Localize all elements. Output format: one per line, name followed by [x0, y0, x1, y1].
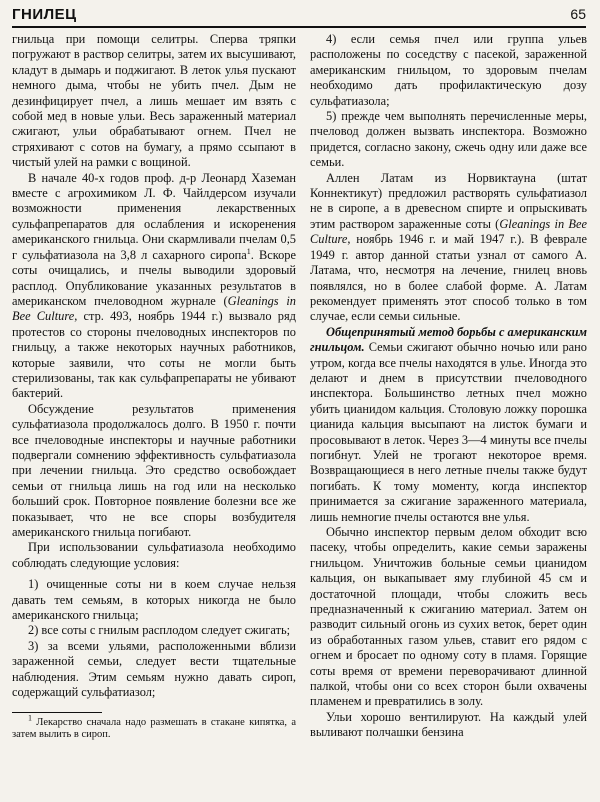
footnote-divider	[12, 712, 102, 713]
paragraph: гнильца при помощи селитры. Сперва тряпки погружают в раствор селитры, затем их высушивают, кладут в дымарь и поджигают. В леток улья пускают немного дыма, чтобы не убить пчел. Дым не дезинфицирует пчел, а лишь мешает им взять с собой мед в новые ульи. Весь зараженный материал сжигают, ульи обрабатывают огнем. Пчел не стряхивают с сотов на бумагу, а прямо ссыпают в чистый улей на рамки с вощиной.	[12, 32, 296, 170]
paragraph: Обычно инспектор первым делом обходит всю пасеку, чтобы определить, какие семьи заражены гнильцом. Уничтожив больные семьи цианидом кальция, он выкапывает яму глубиной 45 см и достаточной площади, чтобы сложить весь предназначенный к сжиганию материал. Затем он разводит сильный огонь из сухих веток, берет один из обработанных газом ульев, ставит его рядом с огнем и бросает по одному соту в пламя. Горящие соты время от времени переворачивают длинной палкой, чтобы они со всех сторон были охвачены пламенем и превратились в золу.	[310, 525, 587, 709]
left-column	[12, 32, 296, 798]
journal-title: Gleanings in Bee Culture	[12, 293, 296, 324]
list-item: 4) если семья пчел или группа ульев расположены по соседству с пасекой, зараженной американским гнильцом, то здоровым пчелам необходимо дать профилактическую дозу сульфатиазола;	[310, 32, 587, 108]
paragraph: Ульи хорошо вентилируют. На каждый улей выливают полчашки бензина	[310, 709, 587, 740]
footnote-ref: 1	[246, 246, 251, 256]
right-column	[310, 32, 587, 798]
paragraph: Общепринятый метод борьбы с американским гнильцом. Семьи сжигают обычно ночью или рано утром, когда все пчелы находятся в улье. Иногда это делают и днем в присутствии пчеловодного инспектора. Большинство летных пчел можно убить цианидом кальция. Столовую ложку порошка цианида кальция высыпают на листок бумаги и просовывают в леток. Через 3—4 минуты все пчелы погибнут. Улей не трогают некоторое время. Возвращающиеся в него летные пчелы также будут погибать. К тому моменту, когда инспектор принимается за сжигание зараженного материала, лишь немногие пчелы остаются вне улья.	[310, 324, 587, 524]
list-item: 2) все соты с гнилым расплодом следует сжигать;	[28, 623, 291, 638]
page-number: 65	[570, 6, 586, 22]
paragraph: Обсуждение результатов применения сульфатиазола продолжалось долго. В 1950 г. почти все пчеловодные инспекторы и научные работники подвергали сомнению эффективность сульфатиазола при лечении гнильца. Это средство освобождает семьи от гнильца лишь на год или на несколько больший срок. Повторное появление болезни все же показывает, что не все споры возбудителя американского гнильца погибают.	[12, 401, 296, 539]
paragraph: В начале 40-х годов проф. д-р Леонард Хаземан вместе с агрохимиком Л. Ф. Чайлдерсом изучали возможности применения лекарственных сульфапрепаратов для ослабления и искоренения американского гнильца. Они скармливали пчелам 0,5 г сульфатиазола на 3,8 л сахарного сиропа$^1$. Вскоре соты очищались, и пчелы выводили здоровый расплод. Опубликование указанных результатов в американском пчеловодном журнале (Gleanings in Bee Culture, стр. 493, ноябрь 1944 г.) вызвало ряд протестов со стороны пчеловодных инспекторов по гнильцу, а также некоторых научных работников, которые заявили, что соты не могли быть стерилизованы, так как сульфапрепараты не убивают бактерий.	[12, 170, 296, 401]
footnote: $^1$ Лекарство сначала надо размешать в стакане кипятка, а затем вылить в сироп.	[12, 713, 296, 741]
list-item: 3) за всеми ульями, расположенными вблизи зараженной семьи, следует вести тщательные наблюдения. Этим семьям нужно давать сироп, содержащий сульфатиазол;	[12, 638, 296, 700]
journal-title: Gleanings in Bee Culture	[310, 216, 587, 247]
page-header	[12, 4, 586, 28]
section-heading: Общепринятый метод борьбы с американским гнильцом.	[310, 324, 587, 355]
paragraph: Аллен Латам из Норвиктауна (штат Коннектикут) предложил растворять сульфатиазол не в сиропе, а в древесном спирте и опрыскивать этим раствором зараженные соты (Gleanings in Bee Culture, ноябрь 1946 г. и май 1947 г.). В феврале 1949 г. автор данной статьи узнал от самого А. Латама, что, несмотря на лечение, гнилец вновь появлялся, но в более слабой форме. А. Латам рекомендует применять этот способ только в том случае, если семьи сильные.	[310, 170, 587, 324]
list-item: 1) очищенные соты ни в коем случае нельзя давать тем семьям, в которых никогда не было американского гнильца;	[12, 577, 296, 623]
paragraph: При использовании сульфатиазола необходимо соблюдать следующие условия:	[12, 540, 296, 570]
list-item: 5) прежде чем выполнять перечисленные меры, пчеловод должен вызвать инспектора. Возможно придется, согласно закону, сжечь одну или даже все семьи.	[310, 109, 587, 170]
running-head: ГНИЛЕЦ	[12, 6, 77, 23]
